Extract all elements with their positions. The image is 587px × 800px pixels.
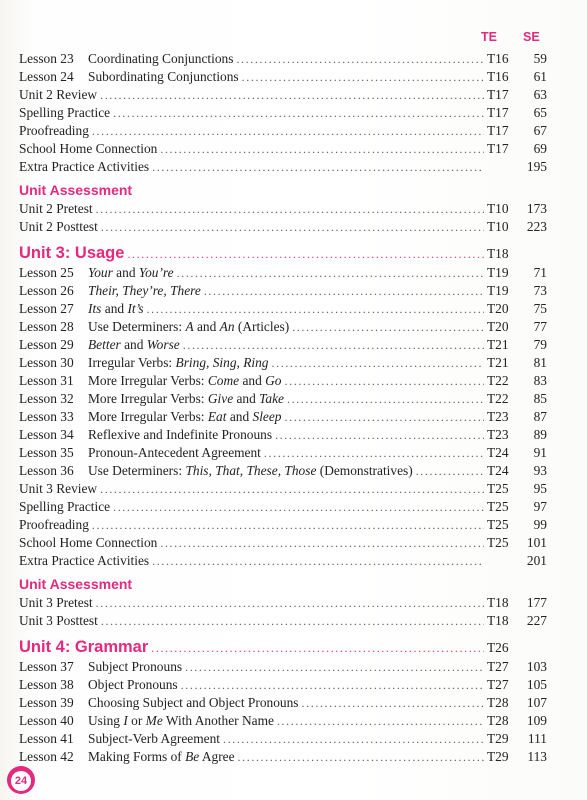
toc-entry [19,200,547,218]
te-page: T27 [487,677,509,692]
leader-dots [152,552,484,570]
entry-title: Irregular Verbs: Bring, Sing, Ring [88,355,269,370]
leader-dots [92,516,484,534]
entry-title: Extra Practice Activities [19,159,150,174]
lesson-number: Lesson 35 [19,445,74,460]
se-page: 201 [526,553,547,568]
leader-dots [236,50,484,68]
te-page: T19 [487,265,509,280]
se-page: 81 [533,355,547,370]
leader-dots [160,534,484,552]
toc-entry [19,462,547,480]
te-page: T16 [487,51,509,66]
se-page: 61 [533,69,547,84]
unit4-te-page: T26 [487,640,509,655]
se-page: 99 [533,517,547,532]
leader-dots [151,637,484,659]
te-page: T10 [487,201,509,216]
entry-title: Unit 2 Posttest [19,219,98,234]
entry-title: Making Forms of Be Agree [88,749,235,764]
te-page: T17 [487,105,509,120]
se-page: 71 [533,265,547,280]
toc-entry [19,480,547,498]
te-page: T24 [487,463,509,478]
entry-title: More Irregular Verbs: Eat and Sleep [88,409,282,424]
unit2-assessment-entries [19,200,547,236]
unit3-te-page: T18 [487,246,509,261]
te-page: T21 [487,337,509,352]
se-page: 173 [526,201,547,216]
lesson-number: Lesson 33 [19,409,74,424]
lesson-number: Lesson 25 [19,265,74,280]
entry-title: Coordinating Conjunctions [88,51,234,66]
toc-entry [19,68,547,86]
unit3-assessment-heading: Unit Assessment [19,576,133,592]
leader-dots [287,390,484,408]
leader-dots [92,122,484,140]
entry-title: Subject Pronouns [88,659,183,674]
toc-entry [19,300,547,318]
page-number-badge [7,766,35,794]
entry-title: Unit 3 Posttest [19,613,98,628]
se-page: 89 [533,427,547,442]
leader-dots [177,264,484,282]
unit4-heading: Unit 4: Grammar [19,638,149,656]
te-page: T29 [487,731,509,746]
entry-title: Unit 3 Review [19,481,98,496]
lesson-number: Lesson 36 [19,463,74,478]
se-page: 195 [526,159,547,174]
te-page: T25 [487,481,509,496]
leader-dots [96,594,484,612]
lesson-number: Lesson 23 [19,51,74,66]
leader-dots [152,158,484,176]
toc-entry [19,612,547,630]
se-page: 93 [533,463,547,478]
leader-dots [113,104,484,122]
leader-dots [204,282,484,300]
se-page: 73 [533,283,547,298]
leader-dots [185,658,484,676]
te-page: T18 [487,595,509,610]
toc-entry [19,140,547,158]
leader-dots [100,86,484,104]
se-page: 177 [526,595,547,610]
leader-dots [242,68,484,86]
leader-dots [277,712,484,730]
toc-entry [19,122,547,140]
toc-entry [19,408,547,426]
toc-entry [19,748,547,766]
unit2-assessment-heading: Unit Assessment [19,182,133,198]
toc-entry [19,426,547,444]
entry-title: Unit 3 Pretest [19,595,93,610]
leader-dots [127,243,484,265]
entry-title: More Irregular Verbs: Give and Take [88,391,284,406]
se-page: 107 [526,695,547,710]
entry-title: Your and You’re [88,265,174,280]
lesson-number: Lesson 30 [19,355,74,370]
lesson-number: Lesson 39 [19,695,74,710]
se-page: 91 [533,445,547,460]
entry-title: Its and It’s [88,301,144,316]
se-page: 223 [526,219,547,234]
toc-entry [19,218,547,236]
se-page: 227 [526,613,547,628]
te-page: T17 [487,141,509,156]
entry-title: Object Pronouns [88,677,178,692]
se-page: 105 [526,677,547,692]
toc-entry [19,372,547,390]
leader-dots [96,200,484,218]
entry-title: Using I or Me With Another Name [88,713,274,728]
unit3-heading: Unit 3: Usage [19,244,125,262]
leader-dots [302,694,484,712]
leader-dots [113,498,484,516]
unit3-assessment-entries [19,594,547,630]
toc-entry [19,86,547,104]
unit4-heading-row [19,636,547,658]
se-page: 63 [533,87,547,102]
leader-dots [101,218,484,236]
te-page: T27 [487,659,509,674]
lesson-number: Lesson 24 [19,69,74,84]
toc-entry [19,444,547,462]
page-number: 24 [11,771,31,791]
toc-entry [19,658,547,676]
te-page: T20 [487,319,509,334]
toc-entry [19,264,547,282]
entry-title: Use Determiners: A and An (Articles) [88,319,290,334]
te-page: T25 [487,517,509,532]
lesson-number: Lesson 31 [19,373,74,388]
entry-title: Their, They’re, There [88,283,201,298]
unit3-entries [19,264,547,570]
toc-entry [19,516,547,534]
entry-title: School Home Connection [19,535,158,550]
entry-title: Unit 2 Review [19,87,98,102]
toc-entry [19,676,547,694]
se-page: 77 [533,319,547,334]
toc-entry [19,694,547,712]
lesson-number: Lesson 32 [19,391,74,406]
lesson-number: Lesson 38 [19,677,74,692]
leader-dots [223,730,484,748]
toc-entry [19,498,547,516]
entry-title: More Irregular Verbs: Come and Go [88,373,282,388]
leader-dots [292,318,484,336]
te-page: T19 [487,283,509,298]
table-of-contents [19,50,547,766]
te-page: T17 [487,87,509,102]
lesson-number: Lesson 26 [19,283,74,298]
entry-title: School Home Connection [19,141,158,156]
se-page: 87 [533,409,547,424]
leader-dots [181,676,484,694]
entry-title: Proofreading [19,123,89,138]
lesson-number: Lesson 37 [19,659,74,674]
entry-title: Extra Practice Activities [19,553,150,568]
te-page: T22 [487,373,509,388]
toc-entry [19,336,547,354]
se-page: 59 [533,51,547,66]
toc-entry [19,50,547,68]
se-page: 95 [533,481,547,496]
se-page: 83 [533,373,547,388]
se-page: 79 [533,337,547,352]
leader-dots [416,462,484,480]
se-page: 101 [526,535,547,550]
te-page: T28 [487,695,509,710]
leader-dots [183,336,484,354]
lesson-number: Lesson 41 [19,731,74,746]
toc-entry [19,318,547,336]
te-column-header: TE [481,30,497,44]
se-page: 113 [527,749,547,764]
entry-title: Use Determiners: This, That, These, Those (Demonstratives) [88,463,413,478]
entry-title: Subordinating Conjunctions [88,69,239,84]
leader-dots [285,372,484,390]
entry-title: Choosing Subject and Object Pronouns [88,695,299,710]
entry-title: Better and Worse [88,337,180,352]
unit2-entries [19,50,547,176]
se-page: 67 [533,123,547,138]
lesson-number: Lesson 42 [19,749,74,764]
te-page: T24 [487,445,509,460]
toc-entry [19,104,547,122]
se-page: 69 [533,141,547,156]
te-page: T29 [487,749,509,764]
te-page: T18 [487,613,509,628]
leader-dots [275,426,484,444]
toc-entry [19,390,547,408]
toc-entry [19,730,547,748]
te-page: T16 [487,69,509,84]
leader-dots [160,140,484,158]
entry-title: Spelling Practice [19,105,111,120]
te-page: T21 [487,355,509,370]
toc-entry [19,534,547,552]
leader-dots [101,612,484,630]
lesson-number: Lesson 40 [19,713,74,728]
leader-dots [285,408,485,426]
leader-dots [100,480,484,498]
toc-entry [19,594,547,612]
se-page: 109 [526,713,547,728]
lesson-number: Lesson 34 [19,427,74,442]
se-page: 85 [533,391,547,406]
unit3-heading-row [19,242,547,264]
se-page: 103 [526,659,547,674]
lesson-number: Lesson 27 [19,301,74,316]
lesson-number: Lesson 29 [19,337,74,352]
te-page: T17 [487,123,509,138]
entry-title: Spelling Practice [19,499,111,514]
se-column-header: SE [523,30,540,44]
se-page: 111 [527,731,547,746]
entry-title: Proofreading [19,517,89,532]
toc-entry [19,552,547,570]
te-page: T25 [487,499,509,514]
toc-entry [19,712,547,730]
se-page: 97 [533,499,547,514]
entry-title: Subject-Verb Agreement [88,731,221,746]
toc-entry [19,282,547,300]
leader-dots [147,300,484,318]
toc-entry [19,354,547,372]
leader-dots [272,354,484,372]
entry-title: Unit 2 Pretest [19,201,93,216]
te-page: T10 [487,219,509,234]
te-page: T28 [487,713,509,728]
leader-dots [238,748,484,766]
te-page: T23 [487,427,509,442]
se-page: 65 [533,105,547,120]
lesson-number: Lesson 28 [19,319,74,334]
toc-entry [19,158,547,176]
te-page: T25 [487,535,509,550]
te-page: T20 [487,301,509,316]
entry-title: Reflexive and Indefinite Pronouns [88,427,273,442]
te-page: T23 [487,409,509,424]
unit4-entries [19,658,547,766]
leader-dots [264,444,484,462]
se-page: 75 [533,301,547,316]
te-page: T22 [487,391,509,406]
entry-title: Pronoun-Antecedent Agreement [88,445,261,460]
